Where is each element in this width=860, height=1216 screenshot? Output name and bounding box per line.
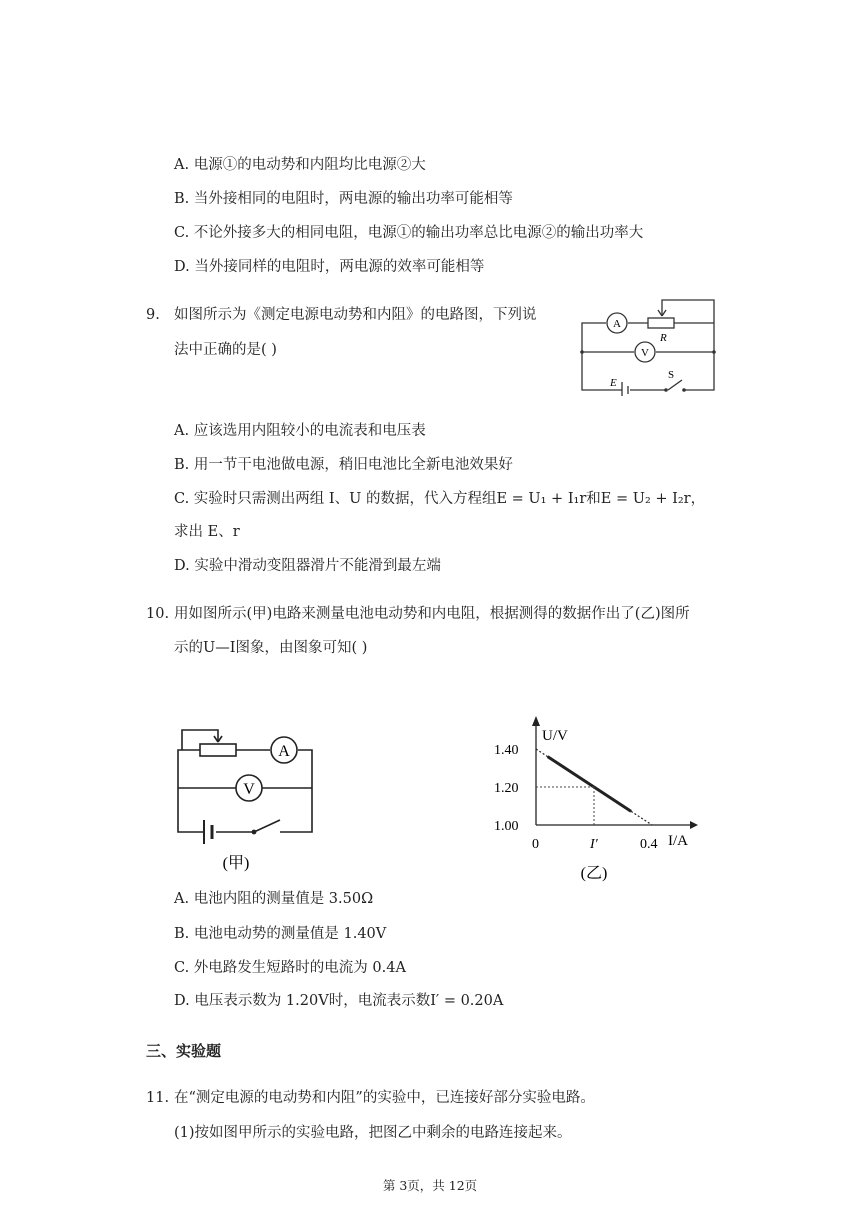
q9-option-d: D. 实验中滑动变阻器滑片不能滑到最左端 — [174, 558, 441, 574]
q10-ammeter-label: A — [278, 743, 290, 760]
q10-option-c: C. 外电路发生短路时的电流为 0.4A — [174, 960, 406, 976]
x-tick-label: 0 — [532, 837, 539, 852]
x-axis-arrow — [690, 821, 698, 829]
q10-number: 10. — [146, 606, 170, 622]
y-tick-label: 1.00 — [494, 819, 519, 834]
q10-option-d: D. 电压表示数为 1.20V时，电流表示数I′ = 0.20A — [174, 993, 504, 1009]
q10-voltmeter-label: V — [243, 781, 255, 798]
series-line-extrapolated — [536, 749, 548, 757]
series-line-extrapolated — [631, 811, 652, 825]
q9-option-c: C. 实验时只需测出两组 I、U 的数据，代入方程组E = U₁ + I₁r和E = U₂ + I₂r， — [174, 491, 706, 507]
q9-switch-label: S — [668, 369, 675, 381]
q10-stem-line1: 用如图所示(甲)电路来测量电池电动势和内电阻，根据测得的数据作出了(乙)图所 — [174, 606, 690, 622]
x-tick-label: 0.4 — [640, 837, 658, 852]
q10-option-b: B. 电池电动势的测量值是 1.40V — [174, 926, 387, 942]
page-footer: 第 3页，共 12页 — [382, 1178, 478, 1193]
q8-option-c: C. 不论外接多大的相同电阻，电源①的输出功率总比电源②的输出功率大 — [174, 225, 644, 241]
q9-option-b: B. 用一节干电池做电源，稍旧电池比全新电池效果好 — [174, 457, 513, 473]
q10-stem-line2: 示的U—I图象，由图象可知( ) — [174, 640, 368, 656]
q9-number: 9. — [146, 307, 160, 323]
q10-ui-graph — [470, 712, 710, 892]
q9-resistor-label: R — [660, 332, 667, 344]
q8-option-a: A. 电源①的电动势和内阻均比电源②大 — [174, 157, 426, 173]
q11-sub-question-1: (1)按如图甲所示的实验电路，把图乙中剩余的电路连接起来。 — [174, 1125, 572, 1141]
q8-option-d: D. 当外接同样的电阻时，两电源的效率可能相等 — [174, 259, 485, 275]
q9-stem-line1: 如图所示为《测定电源电动势和内阻》的电路图，下列说 — [174, 307, 537, 323]
q10-option-a: A. 电池内阻的测量值是 3.50Ω — [174, 891, 374, 907]
q11-number: 11. — [146, 1090, 170, 1106]
y-tick-label: 1.40 — [494, 743, 519, 758]
y-axis-arrow — [532, 716, 540, 726]
q10-circuit-diagram — [172, 720, 322, 880]
q9-battery-label: E — [610, 377, 617, 389]
q9-voltmeter-label: V — [641, 347, 649, 359]
q9-stem-line2: 法中正确的是( ) — [174, 342, 277, 358]
chart-caption: (乙) — [580, 865, 608, 882]
x-tick-label: I′ — [590, 837, 598, 852]
q10-circuit-caption: (甲) — [222, 855, 250, 872]
q9-ammeter-label: A — [613, 318, 621, 330]
q9-option-a: A. 应该选用内阻较小的电流表和电压表 — [174, 423, 426, 439]
y-tick-label: 1.20 — [494, 781, 519, 796]
y-axis-label: U/V — [542, 728, 568, 744]
series-line — [548, 757, 632, 812]
q8-option-b: B. 当外接相同的电阻时，两电源的输出功率可能相等 — [174, 191, 513, 207]
x-axis-label: I/A — [668, 833, 688, 849]
section-title: 三、实验题 — [146, 1042, 222, 1060]
q11-stem-line1: 在“测定电源的电动势和内阻”的实验中，已连接好部分实验电路。 — [174, 1090, 595, 1106]
q9-option-c-continued: 求出 E、r — [174, 524, 240, 540]
q9-circuit-diagram — [570, 296, 720, 396]
